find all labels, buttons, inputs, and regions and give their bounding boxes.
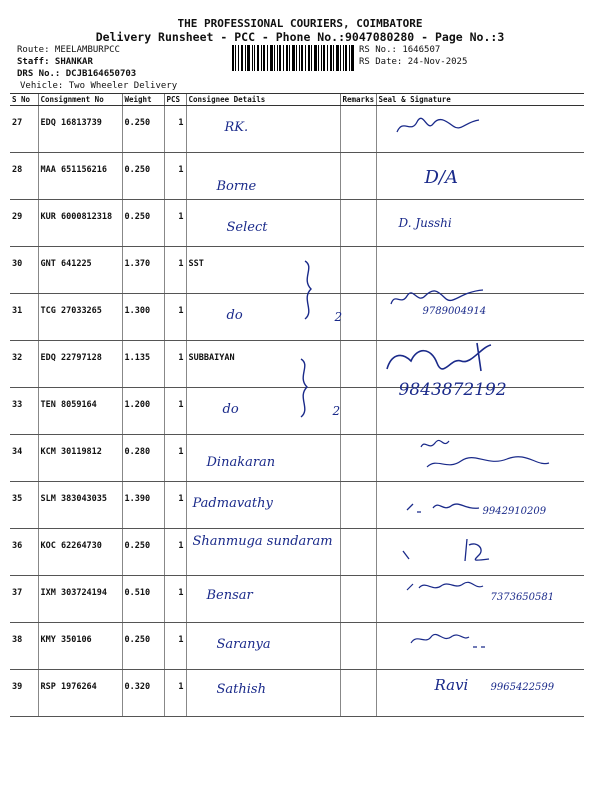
signature-scribble xyxy=(397,535,497,565)
consignee-handwritten: do xyxy=(222,402,239,417)
signature-cell xyxy=(376,106,584,153)
consignee-handwritten: do xyxy=(226,308,243,323)
consignee-handwritten: RK. xyxy=(224,120,249,135)
ditto-mark: 2 xyxy=(332,404,341,418)
consignee-handwritten: Dinakaran xyxy=(206,455,276,470)
consignment-no: SLM 383043035 xyxy=(38,482,122,529)
table-row xyxy=(10,106,584,153)
consignee-cell xyxy=(186,153,340,200)
weight: 1.200 xyxy=(122,388,164,435)
consignment-no: KMY 350106 xyxy=(38,623,122,670)
col-consignment: Consignment No xyxy=(38,94,122,106)
sno: 28 xyxy=(10,153,38,200)
sno: 27 xyxy=(10,106,38,153)
signature-text: D/A xyxy=(424,167,458,188)
sno: 37 xyxy=(10,576,38,623)
consignee-handwritten: Borne xyxy=(216,179,257,194)
staff-label: Staff: SHANKAR xyxy=(17,57,93,67)
consignee-cell xyxy=(186,294,343,341)
table-row xyxy=(10,623,584,670)
signature-scribble xyxy=(393,114,483,138)
signature-scribble xyxy=(381,341,511,375)
remarks-cell xyxy=(340,435,376,482)
col-sno: S No xyxy=(10,94,38,106)
col-remarks: Remarks xyxy=(340,94,376,106)
phone-number: 9789004914 xyxy=(422,306,487,317)
consignment-no: KCM 30119812 xyxy=(38,435,122,482)
weight: 1.135 xyxy=(122,341,164,388)
table-row xyxy=(10,576,584,623)
remarks-cell xyxy=(340,482,376,529)
signature-cell xyxy=(376,153,584,200)
weight: 0.280 xyxy=(122,435,164,482)
consignment-no: TEN 8059164 xyxy=(38,388,122,435)
signature-scribble xyxy=(403,498,483,516)
consignee-handwritten: Sathish xyxy=(216,682,266,697)
consignee-cell xyxy=(186,623,340,670)
consignee-handwritten: Bensar xyxy=(206,588,253,603)
weight: 1.370 xyxy=(122,247,164,294)
rs-date: RS Date: 24-Nov-2025 xyxy=(359,57,468,67)
weight: 0.250 xyxy=(122,529,164,576)
table-header xyxy=(10,94,584,106)
pcs: 1 xyxy=(164,341,186,388)
consignee-cell xyxy=(186,247,340,294)
consignee-cell xyxy=(186,341,340,388)
table-row xyxy=(10,670,584,717)
weight: 0.250 xyxy=(122,200,164,247)
table-row xyxy=(10,435,584,482)
weight: 0.320 xyxy=(122,670,164,717)
col-pcs: PCS xyxy=(164,94,186,106)
route-label: Route: MEELAMBURPCC xyxy=(17,45,120,55)
runsheet-table xyxy=(10,93,584,717)
pcs: 1 xyxy=(164,576,186,623)
runsheet-title: Delivery Runsheet - PCC - Phone No.:9047080280 - Page No.:3 xyxy=(95,30,505,44)
sno: 38 xyxy=(10,623,38,670)
consignee-cell xyxy=(186,482,340,529)
rs-number: RS No.: 1646507 xyxy=(359,45,441,55)
pcs: 1 xyxy=(164,670,186,717)
consignee-handwritten: Saranya xyxy=(216,637,271,652)
pcs: 1 xyxy=(164,388,186,435)
pcs: 1 xyxy=(164,294,186,341)
pcs: 1 xyxy=(164,529,186,576)
vehicle-label: Vehicle: Two Wheeler Delivery xyxy=(20,81,178,91)
consignment-no: KUR 6000812318 xyxy=(38,200,122,247)
pcs: 1 xyxy=(164,435,186,482)
consignee-handwritten: Shanmuga sundaram xyxy=(192,534,333,549)
consignee-cell xyxy=(186,670,340,717)
col-consignee: Consignee Details xyxy=(186,94,340,106)
remarks-cell xyxy=(340,529,376,576)
signature-cell xyxy=(376,380,584,435)
consignee-printed: SUBBAIYAN xyxy=(188,353,235,363)
weight: 0.250 xyxy=(122,153,164,200)
phone-number: 9965422599 xyxy=(490,682,555,693)
pcs: 1 xyxy=(164,247,186,294)
pcs: 1 xyxy=(164,623,186,670)
drs-number: DRS No.: DCJB164650703 xyxy=(17,69,137,79)
signature-scribble xyxy=(407,629,487,651)
pcs: 1 xyxy=(164,153,186,200)
phone-number: 9843872192 xyxy=(398,380,507,400)
sno: 33 xyxy=(10,388,38,435)
pcs: 1 xyxy=(164,200,186,247)
remarks-cell xyxy=(340,623,376,670)
signature-cell xyxy=(376,247,584,294)
table-row xyxy=(10,153,584,200)
consignee-cell xyxy=(186,435,340,482)
signature-cell xyxy=(376,670,584,717)
sno: 31 xyxy=(10,294,38,341)
sno: 36 xyxy=(10,529,38,576)
weight: 0.510 xyxy=(122,576,164,623)
signature-cell xyxy=(376,623,584,670)
consignment-no: IXM 303724194 xyxy=(38,576,122,623)
consignment-no: MAA 651156216 xyxy=(38,153,122,200)
consignee-cell xyxy=(186,576,340,623)
remarks-cell xyxy=(340,153,376,200)
col-weight: Weight xyxy=(122,94,164,106)
company-title: THE PROFESSIONAL COURIERS, COIMBATORE xyxy=(177,17,423,30)
remarks-cell xyxy=(340,341,376,388)
col-signature: Seal & Signature xyxy=(376,94,584,106)
sno: 29 xyxy=(10,200,38,247)
remarks-cell xyxy=(340,576,376,623)
ditto-mark: 2 xyxy=(334,310,343,324)
phone-number: 7373650581 xyxy=(490,592,555,603)
consignment-no: KOC 62264730 xyxy=(38,529,122,576)
remarks-cell xyxy=(340,200,376,247)
remarks-cell xyxy=(340,294,376,341)
table-row xyxy=(10,200,584,247)
remarks-cell xyxy=(340,388,376,435)
sno: 30 xyxy=(10,247,38,294)
pcs: 1 xyxy=(164,482,186,529)
signature-cell xyxy=(376,576,584,623)
consignment-no: GNT 641225 xyxy=(38,247,122,294)
weight: 0.250 xyxy=(122,623,164,670)
weight: 1.300 xyxy=(122,294,164,341)
consignee-handwritten: Select xyxy=(226,220,268,235)
consignment-no: EDQ 16813739 xyxy=(38,106,122,153)
table-row xyxy=(10,388,584,435)
sno: 34 xyxy=(10,435,38,482)
pcs: 1 xyxy=(164,106,186,153)
consignment-no: TCG 27033265 xyxy=(38,294,122,341)
consignee-cell xyxy=(186,388,340,435)
remarks-cell xyxy=(340,670,376,717)
signature-cell xyxy=(376,482,584,529)
remarks-cell xyxy=(340,247,376,294)
table-row xyxy=(10,529,584,576)
phone-number: 9942910209 xyxy=(482,506,547,517)
weight: 1.390 xyxy=(122,482,164,529)
consignee-printed: SST xyxy=(188,259,204,269)
signature-text: Ravi xyxy=(434,676,469,694)
consignee-cell xyxy=(186,529,340,576)
table-row xyxy=(10,294,584,341)
signature-scribble xyxy=(403,578,487,598)
signature-scribble xyxy=(417,437,557,473)
table-row xyxy=(10,247,584,294)
sno: 32 xyxy=(10,341,38,388)
signature-cell xyxy=(376,435,584,482)
signature-text: D. Jusshi xyxy=(398,216,452,230)
signature-cell xyxy=(376,200,584,247)
table-row xyxy=(10,482,584,529)
weight: 0.250 xyxy=(122,106,164,153)
consignee-cell xyxy=(186,200,340,247)
signature-cell xyxy=(376,529,584,576)
sno: 39 xyxy=(10,670,38,717)
consignee-cell xyxy=(186,106,340,153)
signature-cell xyxy=(376,294,584,341)
sno: 35 xyxy=(10,482,38,529)
remarks-cell xyxy=(340,106,376,153)
consignment-no: EDQ 22797128 xyxy=(38,341,122,388)
barcode xyxy=(232,45,354,71)
consignee-handwritten: Padmavathy xyxy=(192,496,273,511)
consignment-no: RSP 1976264 xyxy=(38,670,122,717)
